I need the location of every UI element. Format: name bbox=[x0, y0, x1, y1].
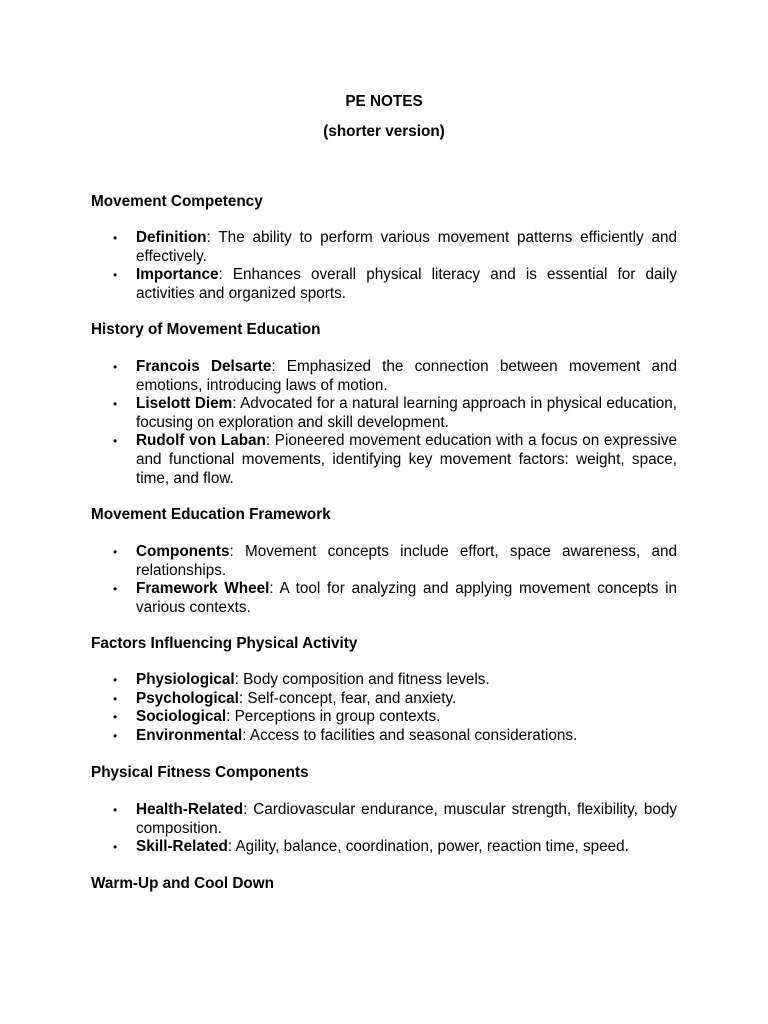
section-heading-warmup: Warm-Up and Cool Down bbox=[91, 875, 274, 892]
item-term: Definition bbox=[136, 229, 207, 246]
item-text: : Perceptions in group contexts. bbox=[226, 708, 441, 726]
item-text: : Body composition and fitness levels. bbox=[234, 671, 490, 688]
item-text: : Pioneered movement education with a focus on expressive and functional movements, identifying key movement factors: weight, space, time, and flow. bbox=[136, 432, 677, 487]
item-term: Physiological bbox=[136, 671, 235, 688]
list-item bbox=[0, 580, 768, 617]
bullet-icon: • bbox=[113, 231, 118, 245]
item-text: : Enhances overall physical literacy and is essential for daily activities and organized sports. bbox=[136, 266, 677, 302]
item-text: : Advocated for a natural learning approach in physical education, focusing on exploration and skill development. bbox=[136, 395, 678, 431]
item-text: : Agility, balance, coordination, power, reaction time, speed. bbox=[227, 838, 629, 856]
bullet-icon: • bbox=[113, 673, 118, 687]
bullet-icon: • bbox=[113, 691, 118, 706]
bullet-list-framework bbox=[0, 543, 768, 617]
section-heading-fitness-components: Physical Fitness Components bbox=[91, 764, 309, 781]
item-term: Components bbox=[136, 543, 230, 560]
bullet-list-factors bbox=[0, 671, 768, 745]
list-item bbox=[0, 838, 768, 857]
list-item bbox=[0, 229, 768, 266]
item-text: : The ability to perform various movement patterns efficiently and effectively. bbox=[136, 229, 677, 265]
item-term: Importance bbox=[136, 266, 219, 284]
bullet-icon: • bbox=[113, 728, 118, 743]
item-term: Health-Related bbox=[136, 801, 244, 818]
page-title: PE NOTES bbox=[345, 93, 423, 110]
bullet-list-history bbox=[0, 358, 768, 488]
section-heading-history: History of Movement Education bbox=[91, 321, 321, 338]
bullet-icon: • bbox=[113, 397, 118, 412]
item-term: Francois Delsarte bbox=[136, 358, 272, 375]
bullet-list-movement-competency bbox=[0, 229, 768, 303]
bullet-icon: • bbox=[113, 268, 118, 283]
bullet-list-fitness-components bbox=[0, 801, 768, 857]
list-item bbox=[0, 690, 768, 709]
section-heading-factors: Factors Influencing Physical Activity bbox=[91, 635, 358, 652]
bullet-icon: • bbox=[113, 803, 118, 817]
item-term: Framework Wheel bbox=[136, 580, 270, 598]
item-term: Sociological bbox=[136, 708, 227, 726]
item-term: Rudolf von Laban bbox=[136, 432, 266, 450]
item-term: Environmental bbox=[136, 726, 243, 744]
bullet-icon: • bbox=[113, 582, 118, 597]
list-item bbox=[0, 432, 768, 488]
item-text: : Self-concept, fear, and anxiety. bbox=[238, 689, 457, 707]
bullet-icon: • bbox=[113, 840, 118, 855]
item-term: Psychological bbox=[136, 689, 239, 707]
section-heading-framework: Movement Education Framework bbox=[91, 506, 331, 523]
bullet-icon: • bbox=[113, 710, 118, 725]
item-text: : Movement concepts include effort, space awareness, and relationships. bbox=[136, 543, 677, 579]
item-text: : Cardiovascular endurance, muscular strength, flexibility, body composition. bbox=[136, 801, 677, 837]
list-item bbox=[0, 395, 768, 432]
item-text: : Emphasized the connection between movement and emotions, introducing laws of motion. bbox=[136, 358, 677, 394]
list-item bbox=[0, 543, 768, 580]
list-item bbox=[0, 266, 768, 303]
list-item bbox=[0, 727, 768, 746]
item-term: Skill-Related bbox=[136, 838, 228, 856]
item-text: : A tool for analyzing and applying movement concepts in various contexts. bbox=[136, 580, 677, 616]
page-subtitle: (shorter version) bbox=[323, 123, 445, 140]
bullet-icon: • bbox=[113, 434, 118, 449]
list-item bbox=[0, 708, 768, 727]
item-term: Liselott Diem bbox=[136, 395, 233, 413]
bullet-icon: • bbox=[113, 360, 118, 374]
list-item bbox=[0, 358, 768, 395]
section-heading-movement-competency: Movement Competency bbox=[91, 193, 263, 210]
bullet-icon: • bbox=[113, 545, 118, 559]
list-item bbox=[0, 801, 768, 838]
item-text: : Access to facilities and seasonal considerations. bbox=[242, 726, 578, 744]
list-item bbox=[0, 671, 768, 690]
